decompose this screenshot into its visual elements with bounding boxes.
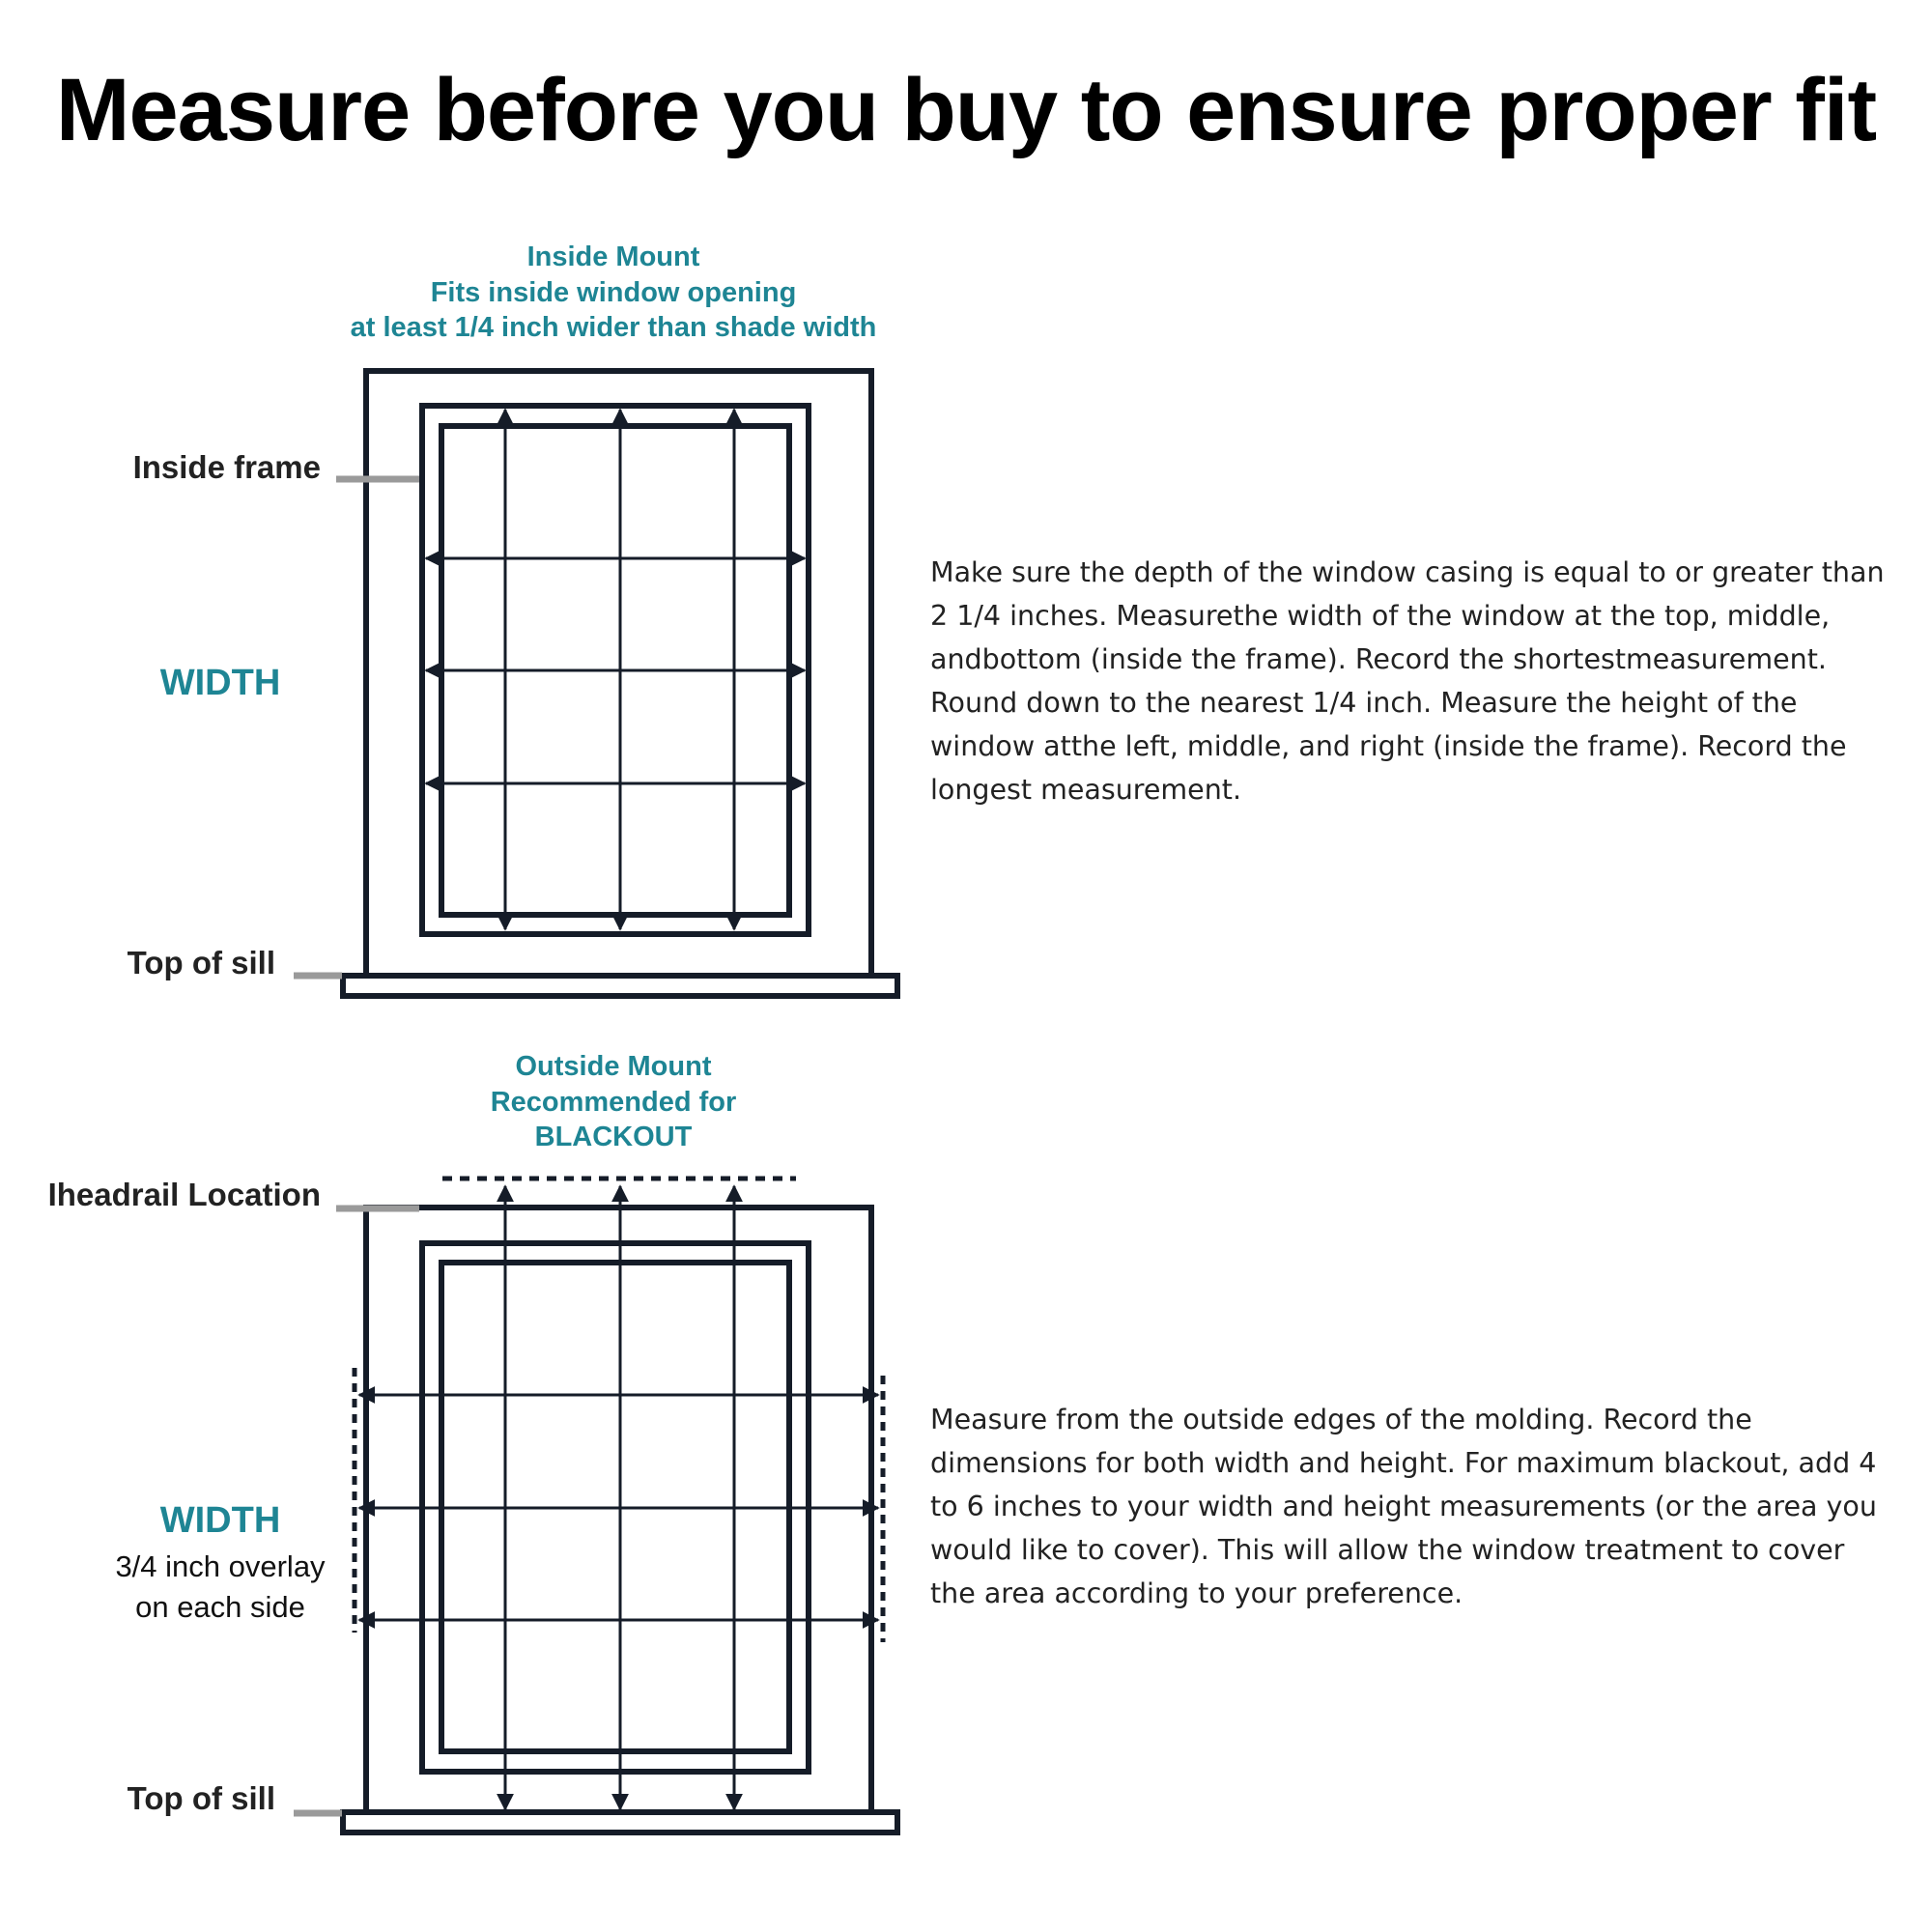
outside-width-label: WIDTH xyxy=(159,1500,281,1541)
inside-frame-label: Inside frame xyxy=(132,449,321,485)
inside-width-label: WIDTH xyxy=(159,663,281,703)
inside-mount-window xyxy=(294,371,897,996)
outside-sill xyxy=(343,1812,897,1833)
outside-mount-caption-line-1: Outside Mount xyxy=(515,1051,712,1082)
inside-top-of-sill-label: Top of sill xyxy=(127,945,275,980)
inside-mount-instructions: Make sure the depth of the window casing is equal to or greater than 2 1/4 inches. Measurethe width of the window at the top, middle, andbottom (inside the frame). Record the shortestmeasurement. Round down to the nearest 1/4 inch. Measure the height of the window atthe left, middle, and right (inside the frame). Record the longest measurement. xyxy=(930,556,1885,806)
inside-mount-caption-line-3: at least 1/4 inch wider than shade width xyxy=(350,312,877,343)
overlay-note-line-1: 3/4 inch overlay xyxy=(115,1549,326,1583)
overlay-note-line-2: on each side xyxy=(135,1590,305,1624)
page-title: Measure before you buy to ensure proper fit xyxy=(55,61,1877,159)
outside-top-of-sill-label: Top of sill xyxy=(127,1780,275,1816)
inside-mount-caption-line-1: Inside Mount xyxy=(526,242,700,272)
inside-mount-caption-line-2: Fits inside window opening xyxy=(430,276,797,308)
outside-mount-caption-line-3: BLACKOUT xyxy=(534,1122,693,1152)
outside-mount-instructions: Measure from the outside edges of the molding. Record the dimensions for both width and height. For maximum blackout, add 4 to 6 inches to your width and height measurements (or the area you would like to cover). This will allow the window treatment to cover the area according to your preference. xyxy=(930,1404,1877,1609)
headrail-location-label: Iheadrail Location xyxy=(47,1177,321,1212)
outside-mount-window xyxy=(294,1179,897,1833)
outside-mount-caption-line-2: Recommended for xyxy=(490,1086,737,1118)
inside-sill xyxy=(343,976,897,996)
